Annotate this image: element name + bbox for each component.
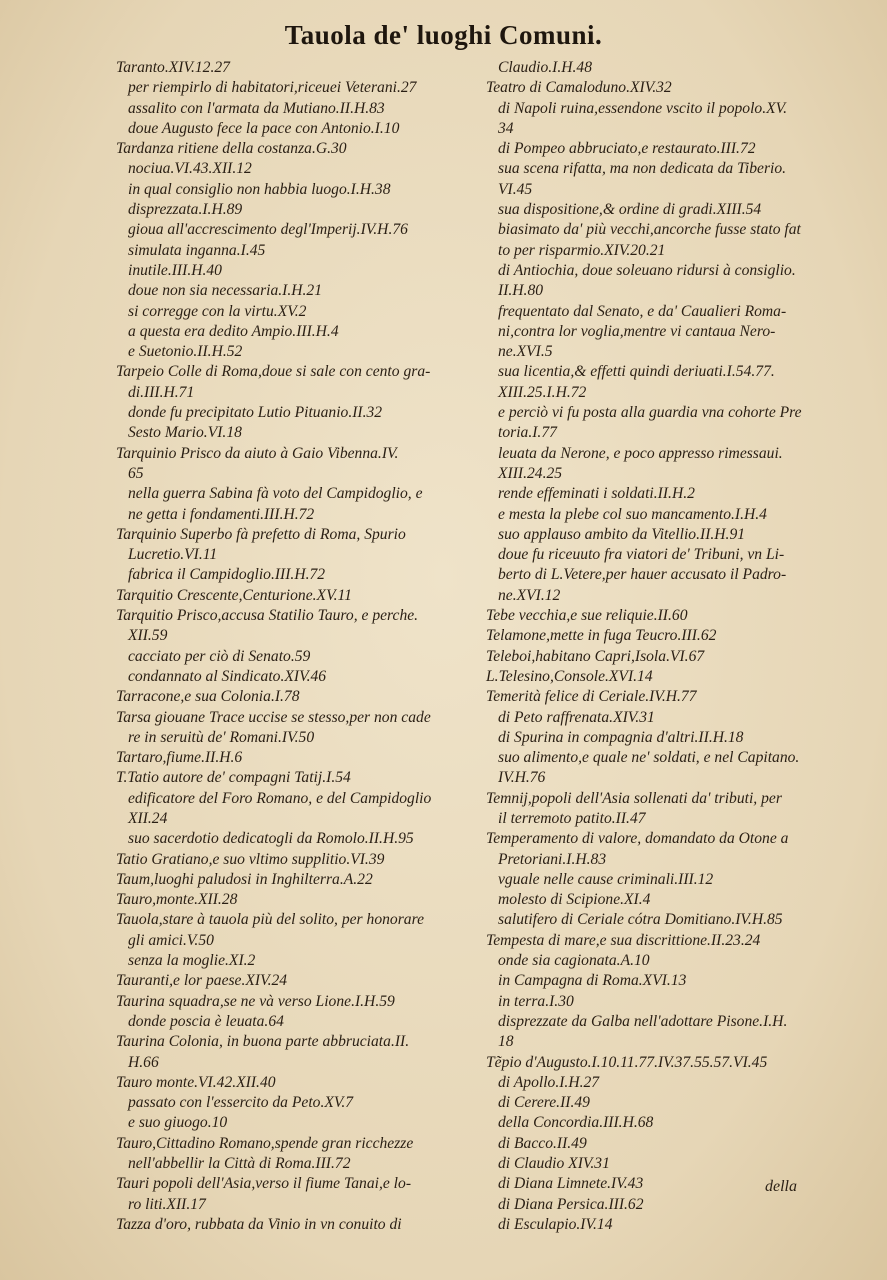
index-entry: Tẽpio d'Augusto.I.10.11.77.IV.37.55.57.VI.45 xyxy=(486,1053,768,1071)
index-entry: rende effeminati i soldati.II.H.2 xyxy=(498,485,695,503)
index-entry: Temperamento di valore, domandato da Otone a xyxy=(486,830,789,848)
index-entry: Sesto Mario.VI.18 xyxy=(128,424,242,442)
index-entry: XII.59 xyxy=(128,627,168,645)
index-entry: sua scena rifatta, ma non dedicata da Tiberio. xyxy=(498,160,787,178)
index-entry: Tarquinio Superbo fà prefetto di Roma, Spurio xyxy=(116,525,406,543)
index-entry: vguale nelle cause criminali.III.12 xyxy=(498,870,714,888)
index-entry: ni,contra lor voglia,mentre vi cantaua Nero- xyxy=(498,322,776,340)
index-entry: di Napoli ruina,essendone vscito il popolo.XV. xyxy=(498,99,788,117)
index-entry: edificatore del Foro Romano, e del Campidoglio xyxy=(128,789,432,807)
index-entry: Tarracone,e sua Colonia.I.78 xyxy=(116,688,300,706)
index-entry: sua dispositione,& ordine di gradi.XIII.54 xyxy=(498,201,762,219)
index-entry: ne.XVI.12 xyxy=(498,586,561,604)
index-entry: Teatro di Camaloduno.XIV.32 xyxy=(486,79,672,97)
index-entry: in Campagna di Roma.XVI.13 xyxy=(498,972,687,990)
index-entry: Tardanza ritiene della costanza.G.30 xyxy=(116,140,347,158)
index-entry: di Cerere.II.49 xyxy=(498,1094,590,1112)
index-entry: in qual consiglio non habbia luogo.I.H.38 xyxy=(128,180,391,198)
index-entry: re in seruitù de' Romani.IV.50 xyxy=(128,728,315,746)
index-entry: suo applauso ambito da Vitellio.II.H.91 xyxy=(498,525,746,543)
index-entry: toria.I.77 xyxy=(498,424,557,442)
index-entry: Tauro monte.VI.42.XII.40 xyxy=(116,1073,276,1091)
index-entry: di Claudio XIV.31 xyxy=(498,1155,610,1173)
index-entry: Taurina Colonia, in buona parte abbruciata.II. xyxy=(116,1033,410,1051)
index-entry: sua licentia,& effetti quindi deriuati.I.54.77. xyxy=(498,363,775,381)
index-entry: Lucretio.VI.11 xyxy=(128,546,218,564)
index-entry: salutifero di Ceriale cótra Domitiano.IV.H.85 xyxy=(498,911,783,929)
index-entry: to per risparmio.XIV.20.21 xyxy=(498,241,666,259)
index-entry: Claudio.I.H.48 xyxy=(498,59,592,76)
index-entry: donde poscia è leuata.64 xyxy=(128,1012,284,1030)
index-entry: di Apollo.I.H.27 xyxy=(498,1073,600,1091)
index-entry: T.Tatio autore de' compagni Tatij.I.54 xyxy=(116,769,351,787)
index-entry: di Spurina in compagnia d'altri.II.H.18 xyxy=(498,728,744,746)
index-entry: Tarquinio Prisco da aiuto à Gaio Vibenna.IV. xyxy=(116,444,399,462)
index-entry: Tauro,Cittadino Romano,spende gran ricchezze xyxy=(116,1134,414,1152)
index-entry: Tauri popoli dell'Asia,verso il fiume Tanai,e lo- xyxy=(116,1175,412,1193)
index-entry: Taum,luoghi paludosi in Inghilterra.A.22 xyxy=(116,870,373,888)
index-entry: assalito con l'armata da Mutiano.II.H.83 xyxy=(128,99,385,117)
index-entry: gli amici.V.50 xyxy=(128,931,214,949)
index-entry: Tauola,stare à tauola più del solito, per honorare xyxy=(116,911,424,929)
index-entry: XII.24 xyxy=(128,809,168,827)
index-entry: di Peto raffrenata.XIV.31 xyxy=(498,708,655,726)
index-entry: Taranto.XIV.12.27 xyxy=(116,59,230,76)
index-entry: di Bacco.II.49 xyxy=(498,1134,587,1152)
index-entry: Taurina squadra,se ne và verso Lione.I.H.59 xyxy=(116,992,395,1010)
index-entry: frequentato dal Senato, e da' Caualieri Roma- xyxy=(498,302,787,320)
index-entry: e suo giuogo.10 xyxy=(128,1114,228,1132)
index-entry: doue non sia necessaria.I.H.21 xyxy=(128,282,323,300)
index-entry: 34 xyxy=(498,119,514,137)
index-entry: XIII.24.25 xyxy=(498,464,563,482)
index-entry: Tazza d'oro, rubbata da Vinio in vn conuito di xyxy=(116,1215,402,1233)
index-entry: ne getta i fondamenti.III.H.72 xyxy=(128,505,315,523)
index-entry: Tarsa giouane Trace uccise se stesso,per non cade xyxy=(116,708,431,726)
index-entry: suo sacerdotio dedicatogli da Romolo.II.H.95 xyxy=(128,830,414,848)
index-entry: nell'abbellir la Città di Roma.III.72 xyxy=(128,1155,351,1173)
index-entry: 65 xyxy=(128,464,144,482)
index-entry: L.Telesino,Console.XVI.14 xyxy=(486,667,653,685)
catchword: della xyxy=(765,1178,797,1195)
index-entry: condannato al Sindicato.XIV.46 xyxy=(128,667,327,685)
index-entry: di Antiochia, doue soleuano ridursi à consiglio. xyxy=(498,261,796,279)
index-entry: Tarquitio Prisco,accusa Statilio Tauro, e perche. xyxy=(116,607,419,625)
index-entry: per riempirlo di habitatori,riceuei Veterani.27 xyxy=(128,79,417,97)
index-entry: Teleboi,habitano Capri,Isola.VI.67 xyxy=(486,647,705,665)
index-entry: Pretoriani.I.H.83 xyxy=(498,850,607,868)
index-entry: Temerità felice di Ceriale.IV.H.77 xyxy=(486,688,697,706)
index-entry: di Diana Limnete.IV.43 xyxy=(498,1175,644,1193)
index-entry: Tarpeio Colle di Roma,doue si sale con cento gra- xyxy=(116,363,431,381)
index-entry: Tauranti,e lor paese.XIV.24 xyxy=(116,972,288,990)
index-column-left xyxy=(108,58,480,1235)
index-entry: molesto di Scipione.XI.4 xyxy=(498,891,651,909)
index-column-right xyxy=(478,58,850,1235)
index-entry: Telamone,mette in fuga Teucro.III.62 xyxy=(486,627,717,645)
index-entry: Tartaro,fiume.II.H.6 xyxy=(116,749,243,767)
index-entry: Tarquitio Crescente,Centurione.XV.11 xyxy=(116,586,352,604)
index-entry: ne.XVI.5 xyxy=(498,343,553,361)
index-entry: Tempesta di mare,e sua discrittione.II.23.24 xyxy=(486,931,761,949)
index-entry: leuata da Nerone, e poco appresso rimessaui. xyxy=(498,444,783,462)
index-entry: Tatio Gratiano,e suo vltimo supplitio.VI.39 xyxy=(116,850,385,868)
index-entry: Tauro,monte.XII.28 xyxy=(116,891,238,909)
index-entry: di Pompeo abbruciato,e restaurato.III.72 xyxy=(498,140,756,158)
index-entry: donde fu precipitato Lutio Pituanio.II.32 xyxy=(128,404,383,422)
index-entry: di Esculapio.IV.14 xyxy=(498,1215,613,1233)
index-entry: inutile.III.H.40 xyxy=(128,261,222,279)
index-entry: II.H.80 xyxy=(498,282,544,300)
index-entry: nella guerra Sabina fà voto del Campidoglio, e xyxy=(128,485,423,503)
index-entry: di.III.H.71 xyxy=(128,383,195,401)
index-entry: in terra.I.30 xyxy=(498,992,574,1010)
index-entry: suo alimento,e quale ne' soldati, e nel Capitano. xyxy=(498,749,800,767)
index-entry: H.66 xyxy=(128,1053,159,1071)
index-entry: IV.H.76 xyxy=(498,769,546,787)
index-entry: a questa era dedito Ampio.III.H.4 xyxy=(128,322,339,340)
index-entry: doue fu riceuuto fra viatori de' Tribuni, vn Li- xyxy=(498,546,785,564)
index-entry: e mesta la plebe col suo mancamento.I.H.4 xyxy=(498,505,767,523)
index-entry: XIII.25.I.H.72 xyxy=(498,383,587,401)
index-entry: simulata inganna.I.45 xyxy=(128,241,266,259)
index-entry: della Concordia.III.H.68 xyxy=(498,1114,654,1132)
index-entry: berto di L.Vetere,per hauer accusato il Padro- xyxy=(498,566,787,584)
index-entry: senza la moglie.XI.2 xyxy=(128,952,256,970)
index-entry: biasimato da' più vecchi,ancorche fusse stato fat xyxy=(498,221,801,239)
index-entry: fabrica il Campidoglio.III.H.72 xyxy=(128,566,326,584)
index-entry: disprezzate da Galba nell'adottare Pisone.I.H. xyxy=(498,1012,788,1030)
index-entry: passato con l'essercito da Peto.XV.7 xyxy=(128,1094,354,1112)
index-entry: Temnij,popoli dell'Asia sollenati da' tributi, per xyxy=(486,789,782,807)
index-entry: e perciò vi fu posta alla guardia vna cohorte Pre xyxy=(498,404,802,422)
index-entry: Tebe vecchia,e sue reliquie.II.60 xyxy=(486,607,688,625)
index-entry: onde sia cagionata.A.10 xyxy=(498,952,650,970)
index-entry: gioua all'accrescimento degl'Imperij.IV.H.76 xyxy=(128,221,408,239)
index-entry: cacciato per ciò di Senato.59 xyxy=(128,647,311,665)
index-entry: nociua.VI.43.XII.12 xyxy=(128,160,252,178)
index-entry: disprezzata.I.H.89 xyxy=(128,201,243,219)
index-entry: doue Augusto fece la pace con Antonio.I.10 xyxy=(128,119,400,137)
index-entry: ro liti.XII.17 xyxy=(128,1195,206,1213)
index-entry: di Diana Persica.III.62 xyxy=(498,1195,644,1213)
index-entry: VI.45 xyxy=(498,180,533,198)
index-entry: 18 xyxy=(498,1033,514,1051)
page-title: Tauola de' luoghi Comuni. xyxy=(284,20,603,50)
index-entry: e Suetonio.II.H.52 xyxy=(128,343,243,361)
index-entry: si corregge con la virtu.XV.2 xyxy=(128,302,307,320)
index-entry: il terremoto patito.II.47 xyxy=(498,809,646,827)
